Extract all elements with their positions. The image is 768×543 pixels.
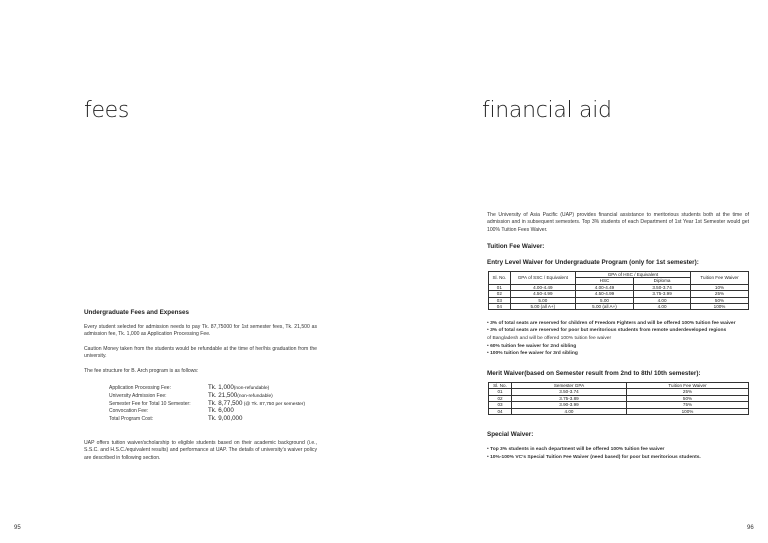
cell: 02 xyxy=(489,291,511,297)
fee-label: Application Processing Fee: xyxy=(109,385,171,391)
fee-amount: Tk. 6,000 xyxy=(208,407,234,415)
list-item: • 3% of total seats are reserved for poor but meritorious students from remote underdeveloped regions xyxy=(487,328,727,333)
cell: 3.90-3.99 xyxy=(512,402,627,408)
fee-label: Convocation Fee: xyxy=(109,408,149,415)
cell: 25% xyxy=(691,291,749,297)
table-row xyxy=(489,408,749,414)
cell: 4.50-4.99 xyxy=(510,291,575,297)
cell: 4.00-4.49 xyxy=(510,284,575,290)
cell: 4.50-4.99 xyxy=(575,291,633,297)
cell: 3.75-3.89 xyxy=(512,395,627,401)
cell: 4.00 xyxy=(512,408,627,414)
financial-aid-intro: The University of Asia Pacific (UAP) provides financial assistance to meritorious students both at the time of admission and in subsequent semesters. Top 3% students of each Department of 1st Year 1st Semester would get 100% Tuition Fees Waiver. xyxy=(487,212,749,233)
fee-amount: Tk. 9,00,000 xyxy=(208,415,243,423)
merit-waiver-heading: Merit Waiver(based on Semester result from 2nd to 8th/ 10th semester): xyxy=(487,370,701,377)
waiver-policy-paragraph: UAP offers tuition waiver/scholarship to eligible students based on their academic background (i.e., S.S.C. and H.S.C./equivalent results) and performance at UAP. The details of university’s waiver policy are described in following section. xyxy=(84,440,317,461)
cell: 5.00 xyxy=(575,297,633,303)
cell: 3.50-3.74 xyxy=(512,389,627,395)
page-number-right: 96 xyxy=(747,525,754,531)
fee-label: Semester Fee for Total 10 Semester: xyxy=(109,400,191,407)
special-waiver-list xyxy=(487,446,751,462)
cell: 5.00 xyxy=(510,297,575,303)
cell: 01 xyxy=(489,284,511,290)
cell: 3.50-3.74 xyxy=(634,284,691,290)
column-header: Diploma xyxy=(634,278,691,284)
caution-money-paragraph: Caution Money taken from the students would be refundable at the time of her/his graduation from the university. xyxy=(84,346,317,360)
cell: 03 xyxy=(489,297,511,303)
cell: 03 xyxy=(489,402,512,408)
cell: 02 xyxy=(489,395,512,401)
cell: 4.00-4.49 xyxy=(575,284,633,290)
column-header: GPA of SSC / Equivalent xyxy=(510,272,575,285)
fee-structure-intro: The fee structure for B. Arch program is as follows: xyxy=(84,368,199,374)
list-item: • 10%-100% VC’s Special Tuition Fee Waiver (need based) for poor but meritorious students. xyxy=(487,454,701,460)
cell: 04 xyxy=(489,408,512,414)
cell: 5.00 (all A+) xyxy=(575,304,633,310)
column-header: Sl. No. xyxy=(489,272,511,285)
admission-fee-paragraph: Every student selected for admission needs to pay Tk. 87,75000 for 1st semester fees, Tk. 21,500 as admission fee, Tk. 1,000 as Application Processing Fee. xyxy=(84,324,317,338)
entry-level-waiver-table xyxy=(488,271,749,310)
undergraduate-fees-heading: Undergraduate Fees and Expenses xyxy=(84,309,189,316)
cell: 01 xyxy=(489,389,512,395)
merit-waiver-table xyxy=(488,382,749,415)
list-item: • 100% tuition fee waiver for 3rd sibling xyxy=(487,351,578,357)
entry-level-waiver-heading: Entry Level Waiver for Undergraduate Program (only for 1st semester): xyxy=(487,259,699,266)
list-item: • Top 3% students in each department will be offered 100% tuition fee waiver xyxy=(487,447,665,452)
special-waiver-heading: Special Waiver: xyxy=(487,431,534,438)
cell: 100% xyxy=(691,304,749,310)
cell: 10% xyxy=(691,284,749,290)
cell: 100% xyxy=(627,408,749,414)
fee-label: Total Program Cost: xyxy=(109,416,154,423)
column-header: Sl. No. xyxy=(489,383,512,389)
cell: 5.00 (all A+) xyxy=(510,304,575,310)
column-header: GPA of HSC / Equivalent xyxy=(575,272,690,278)
right-page xyxy=(384,0,768,543)
list-item: • 3% of total seats are reserved for children of Freedom Fighters and will be offered 100% tuition fee waiver xyxy=(487,321,736,326)
column-header: Semester GPA xyxy=(512,383,627,389)
column-header: HSC xyxy=(575,278,633,284)
cell: 4.00 xyxy=(634,297,691,303)
column-header: Tuition Fee Waiver xyxy=(627,383,749,389)
fee-amount: Tk. 8,77,500 (@ Tk. 87,750 per semester) xyxy=(208,399,306,407)
cell: 75% xyxy=(627,402,749,408)
fee-amount: Tk. 1,000(non-refundable) xyxy=(208,384,270,391)
cell: 25% xyxy=(627,389,749,395)
table-row xyxy=(489,304,749,310)
list-item: of Bangladesh and will be offered 100% tuition fee waiver xyxy=(487,335,612,341)
list-item: • 60% tuition fee waiver for 2nd sibling xyxy=(487,343,577,349)
column-header: Tuition Fee Waiver xyxy=(691,272,749,285)
cell: 4.00 xyxy=(634,304,691,310)
page-title-financial-aid: financial aid xyxy=(482,98,612,123)
page-number-left: 95 xyxy=(14,525,21,531)
cell: 50% xyxy=(691,297,749,303)
cell: 04 xyxy=(489,304,511,310)
cell: 50% xyxy=(627,395,749,401)
fee-amount: Tk. 21,500(non-refundable) xyxy=(208,391,273,399)
page-title-fees: fees xyxy=(84,98,130,123)
fee-label: University Admission Fee: xyxy=(109,392,167,399)
entry-waiver-notes xyxy=(487,320,751,358)
cell: 3.75-3.99 xyxy=(634,291,691,297)
tuition-fee-waiver-heading: Tuition Fee Waiver: xyxy=(487,243,545,250)
table-header-row xyxy=(489,272,749,278)
